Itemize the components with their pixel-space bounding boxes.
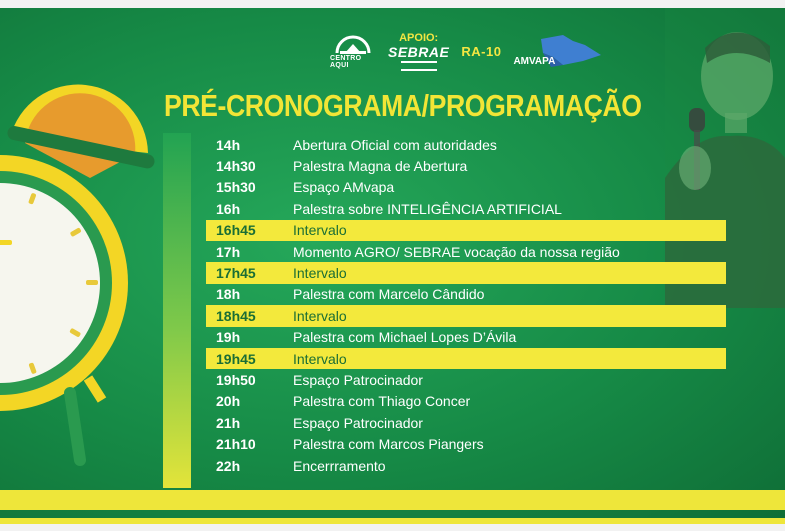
schedule-description: Encerrramento — [293, 457, 386, 474]
timeline-bar — [163, 133, 191, 488]
schedule-description: Intervalo — [293, 265, 347, 282]
schedule-list — [206, 134, 726, 476]
schedule-description: Momento AGRO/ SEBRAE vocação da nossa região — [293, 243, 620, 260]
schedule-time: 16h — [216, 200, 241, 217]
schedule-time: 17h45 — [216, 265, 256, 282]
schedule-row — [206, 284, 726, 305]
schedule-row — [206, 412, 726, 433]
schedule-description: Intervalo — [293, 350, 347, 367]
schedule-time: 16h45 — [216, 222, 256, 239]
sebrae-logo — [388, 32, 449, 71]
schedule-time: 20h — [216, 393, 241, 410]
schedule-time: 19h45 — [216, 350, 256, 367]
schedule-description: Palestra com Marcos Piangers — [293, 436, 484, 453]
schedule-row-break — [206, 262, 726, 283]
schedule-time: 14h30 — [216, 158, 256, 175]
schedule-description: Palestra Magna de Abertura — [293, 158, 468, 175]
event-poster — [0, 8, 785, 524]
schedule-description: Intervalo — [293, 307, 347, 324]
schedule-row-break — [206, 305, 726, 326]
schedule-time: 18h — [216, 286, 241, 303]
alarm-clock-icon — [0, 68, 170, 488]
schedule-description: Abertura Oficial com autoridades — [293, 136, 497, 153]
schedule-time: 22h — [216, 457, 241, 474]
schedule-description: Palestra com Marcelo Cândido — [293, 286, 485, 303]
schedule-description: Espaço Patrocinador — [293, 414, 423, 431]
sebrae-stripes — [401, 61, 437, 71]
schedule-row — [206, 327, 726, 348]
schedule-description: Palestra com Michael Lopes D’Ávila — [293, 329, 517, 346]
schedule-time: 21h — [216, 414, 241, 431]
schedule-description: Intervalo — [293, 222, 347, 239]
page-title: PRÉ-CRONOGRAMA/PROGRAMAÇÃO — [164, 88, 642, 123]
schedule-time: 19h — [216, 329, 241, 346]
schedule-description: Palestra com Thiago Concer — [293, 393, 471, 410]
schedule-time: 19h50 — [216, 371, 256, 388]
schedule-row — [206, 455, 726, 476]
schedule-row — [206, 134, 726, 155]
schedule-description: Espaço Patrocinador — [293, 371, 423, 388]
bottom-stripe — [0, 490, 785, 510]
schedule-row — [206, 369, 726, 390]
amvapa-logo — [513, 31, 603, 71]
schedule-time: 15h30 — [216, 179, 256, 196]
schedule-row-break — [206, 220, 726, 241]
schedule-description: Espaço AMvapa — [293, 179, 395, 196]
schedule-row — [206, 241, 726, 262]
schedule-time: 17h — [216, 243, 241, 260]
sebrae-text: SEBRAE — [388, 43, 450, 60]
bottom-line — [0, 518, 785, 524]
centro-aqui-logo — [330, 33, 376, 69]
schedule-time: 18h45 — [216, 307, 256, 324]
schedule-row — [206, 177, 726, 198]
schedule-row — [206, 391, 726, 412]
sponsor-logos — [330, 26, 603, 76]
schedule-row-break — [206, 348, 726, 369]
apoio-label: APOIO: — [399, 31, 439, 44]
schedule-row — [206, 198, 726, 219]
schedule-description: Palestra sobre INTELIGÊNCIA ARTIFICIAL — [293, 200, 562, 217]
ra-label: RA-10 — [461, 43, 502, 59]
centro-aqui-text: CENTRO AQUI — [330, 55, 362, 69]
schedule-time: 21h10 — [216, 436, 256, 453]
schedule-row — [206, 155, 726, 176]
schedule-time: 14h — [216, 136, 241, 153]
house-icon — [333, 33, 373, 55]
amvapa-text: AMVAPA — [513, 56, 556, 67]
schedule-row — [206, 433, 726, 454]
